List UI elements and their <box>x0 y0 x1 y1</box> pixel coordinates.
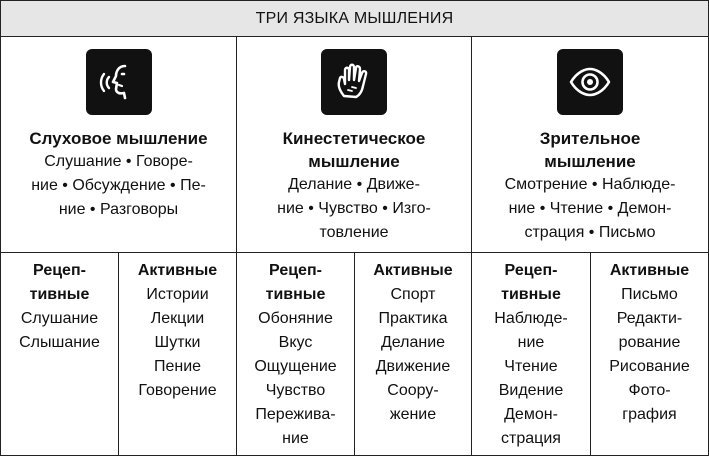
column-description: Слушание • Говоре- ние • Обсуждение • Пе- ние • Разговоры <box>31 153 206 218</box>
list-item: Чтение <box>504 358 558 375</box>
eye-icon <box>557 49 623 115</box>
list-item: Сooру- <box>387 382 439 399</box>
list-item: Вкус <box>278 334 313 351</box>
receptive-header: Рецеп- тивные <box>29 262 90 303</box>
list-item: Слышание <box>19 334 100 351</box>
column-description: Смотрение • Наблюде- ние • Чтение • Демон- страция • Письмо <box>504 176 676 241</box>
active-header: Активные <box>373 262 453 279</box>
list-item: Видение <box>498 382 564 399</box>
auditory-receptive <box>1 253 119 455</box>
list-item: ние <box>282 430 309 447</box>
column-visual <box>472 37 708 252</box>
hand-icon <box>321 49 387 115</box>
column-title: Кинестетическое мышление <box>282 129 426 171</box>
list-item: Обоняние <box>258 310 333 327</box>
receptive-header: Рецеп- тивные <box>501 262 561 303</box>
list-item: Письмо <box>621 286 678 303</box>
list-item: Чувство <box>265 382 326 399</box>
list-item: Практика <box>378 310 448 327</box>
kinesthetic-active <box>355 253 472 455</box>
receptive-header: Рецеп- тивные <box>265 262 326 303</box>
active-header: Активные <box>137 262 218 279</box>
table-title: ТРИ ЯЗЫКА МЫШЛЕНИЯ <box>1 1 708 37</box>
active-header: Активные <box>609 262 690 279</box>
visual-active <box>591 253 708 455</box>
list-item: Фото- <box>628 382 671 399</box>
list-item: Спорт <box>390 286 436 303</box>
list-item: Слушание <box>20 310 99 327</box>
list-item: Пережива- <box>255 406 336 423</box>
visual-receptive <box>472 253 591 455</box>
list-item: ние <box>517 334 545 351</box>
list-item: Шутки <box>154 334 201 351</box>
list-item: графия <box>622 406 677 423</box>
list-item: Редакти- <box>616 310 683 327</box>
list-item: рование <box>618 334 681 351</box>
kinesthetic-receptive <box>237 253 355 455</box>
list-item: Демон- <box>504 406 558 423</box>
list-item: Пение <box>153 358 202 375</box>
list-item: Рисование <box>609 358 690 375</box>
list-item: Истории <box>146 286 209 303</box>
list-item: Наблюде- <box>494 310 568 327</box>
list-item: Движение <box>375 358 451 375</box>
list-item: Лекции <box>150 310 205 327</box>
list-item: Делание <box>380 334 446 351</box>
column-title: Зрительное мышление <box>539 129 641 171</box>
list-item: жение <box>389 406 437 423</box>
list-item: страция <box>501 430 561 447</box>
list-item: Говорение <box>138 382 217 399</box>
column-title: Слуховое мышление <box>29 129 208 148</box>
column-kinesthetic <box>237 37 472 252</box>
column-auditory <box>1 37 237 252</box>
column-description: Делание • Движе- ние • Чувство • Изго- товление <box>277 176 431 241</box>
auditory-active <box>119 253 237 455</box>
speaking-head-icon <box>86 49 152 115</box>
list-item: Ощущение <box>254 358 337 375</box>
